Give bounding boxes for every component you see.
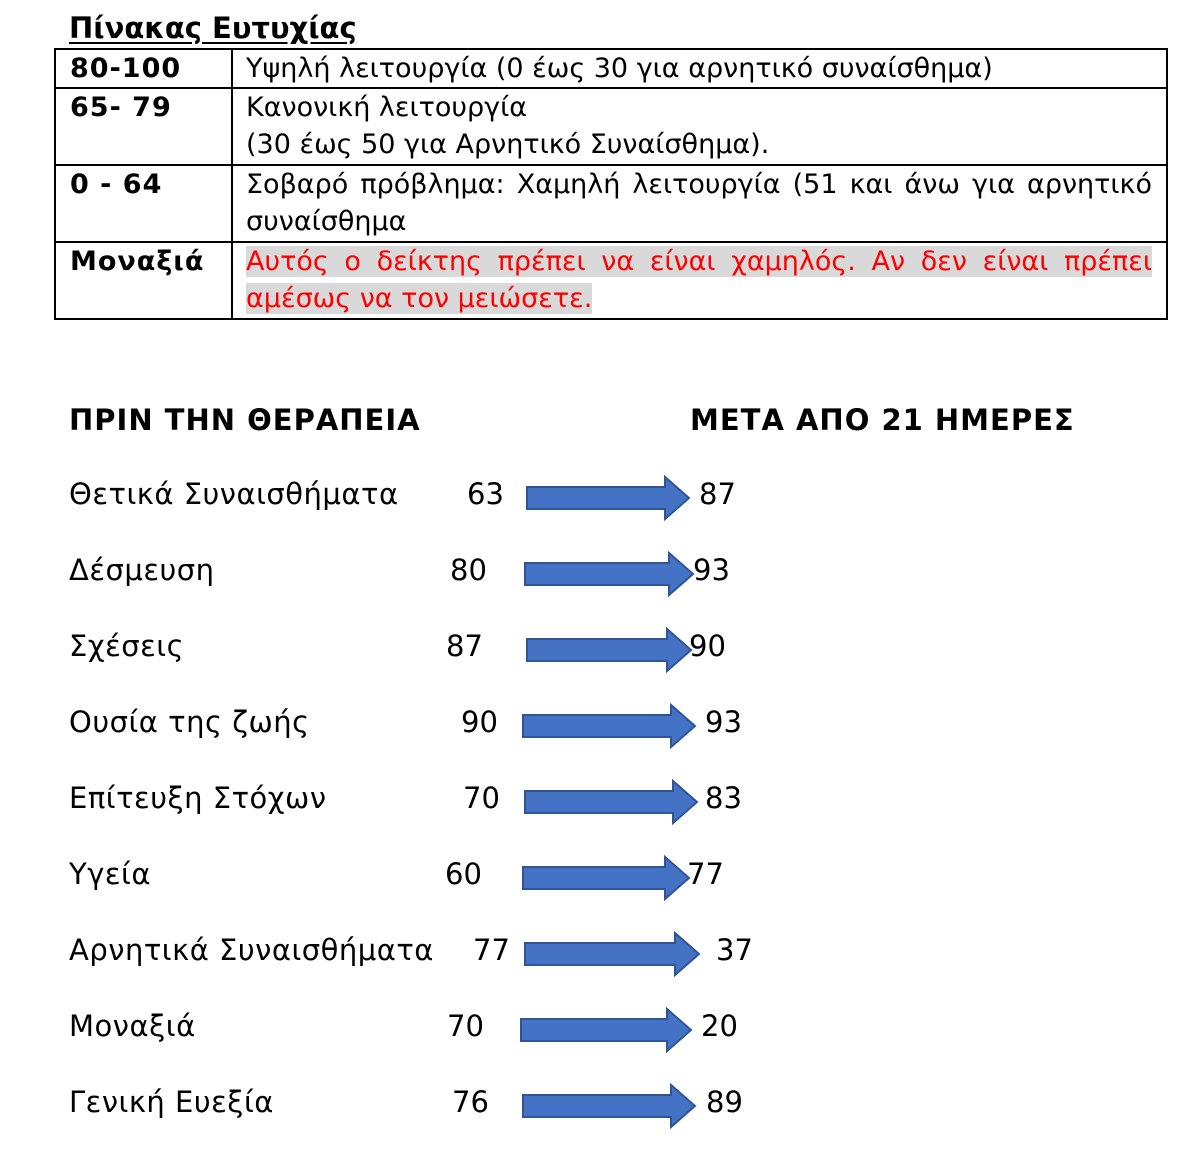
legend-description — [232, 242, 1167, 319]
legend-line: Υψηλή λειτουργία (0 έως 30 για αρνητικό συναίσθημα) — [246, 53, 993, 84]
happiness-scale-table — [54, 48, 1168, 320]
legend-description — [232, 49, 1167, 88]
measure-label: Ουσία της ζωής — [69, 705, 310, 739]
right-arrow-icon — [523, 929, 701, 979]
comparison-row — [0, 473, 1180, 523]
before-value: 60 — [445, 857, 482, 891]
after-value: 20 — [701, 1009, 738, 1043]
legend-row — [55, 49, 1167, 88]
measure-label: Δέσμευση — [69, 553, 215, 587]
right-arrow-icon — [525, 625, 693, 675]
after-value: 89 — [706, 1085, 743, 1119]
before-value: 70 — [447, 1009, 484, 1043]
comparison-row — [0, 777, 1180, 827]
before-value: 77 — [473, 933, 510, 967]
measure-label: Θετικά Συναισθήματα — [69, 477, 399, 511]
legend-description — [232, 165, 1167, 242]
legend-range: 80-100 — [55, 49, 232, 88]
measure-label: Γενική Ευεξία — [69, 1085, 274, 1119]
right-arrow-icon — [525, 473, 691, 523]
right-arrow-icon — [519, 1005, 693, 1055]
legend-line: Σοβαρό πρόβλημα: Χαμηλή λειτουργία (51 και άνω για αρνητικό συναίσθημα — [246, 169, 1152, 237]
legend-row — [55, 242, 1167, 319]
before-heading: ΠΡΙΝ ΤΗΝ ΘΕΡΑΠΕΙΑ — [69, 403, 421, 437]
before-value: 70 — [463, 781, 500, 815]
after-heading: ΜΕΤΑ ΑΠΟ 21 ΗΜΕΡΕΣ — [690, 403, 1075, 437]
measure-label: Αρνητικά Συναισθήματα — [69, 933, 434, 967]
comparison-row — [0, 1005, 1180, 1055]
after-value: 93 — [693, 553, 730, 587]
right-arrow-icon — [521, 1081, 697, 1131]
comparison-row — [0, 549, 1180, 599]
legend-line: (30 έως 50 για Αρνητικό Συναίσθημα). — [246, 129, 770, 160]
measure-label: Υγεία — [69, 857, 151, 891]
legend-range: 0 - 64 — [55, 165, 232, 242]
after-value: 93 — [705, 705, 742, 739]
right-arrow-icon — [521, 853, 691, 903]
page-title: Πίνακας Ευτυχίας — [69, 11, 357, 45]
legend-line: Κανονική λειτουργία — [246, 92, 528, 123]
right-arrow-icon — [523, 777, 699, 827]
legend-description — [232, 88, 1167, 165]
before-value: 87 — [446, 629, 483, 663]
before-value: 63 — [467, 477, 504, 511]
comparison-row — [0, 701, 1180, 751]
measure-label: Μοναξιά — [69, 1009, 196, 1043]
comparison-row — [0, 1081, 1180, 1131]
measure-label: Σχέσεις — [69, 629, 185, 663]
before-value: 76 — [452, 1085, 489, 1119]
right-arrow-icon — [523, 549, 695, 599]
after-value: 37 — [716, 933, 753, 967]
comparison-row — [0, 853, 1180, 903]
legend-range: 65- 79 — [55, 88, 232, 165]
loneliness-warning: Αυτός ο δείκτης πρέπει να είναι χαμηλός. Αν δεν είναι πρέπει αμέσως να τον μειώσετε. — [246, 246, 1152, 314]
after-value: 87 — [699, 477, 736, 511]
legend-row — [55, 88, 1167, 165]
after-value: 77 — [687, 857, 724, 891]
before-value: 80 — [450, 553, 487, 587]
comparison-row — [0, 929, 1180, 979]
after-value: 90 — [689, 629, 726, 663]
measure-label: Επίτευξη Στόχων — [69, 781, 327, 815]
after-value: 83 — [705, 781, 742, 815]
comparison-row — [0, 625, 1180, 675]
right-arrow-icon — [521, 701, 697, 751]
before-value: 90 — [461, 705, 498, 739]
legend-range: Μοναξιά — [55, 242, 232, 319]
legend-row — [55, 165, 1167, 242]
